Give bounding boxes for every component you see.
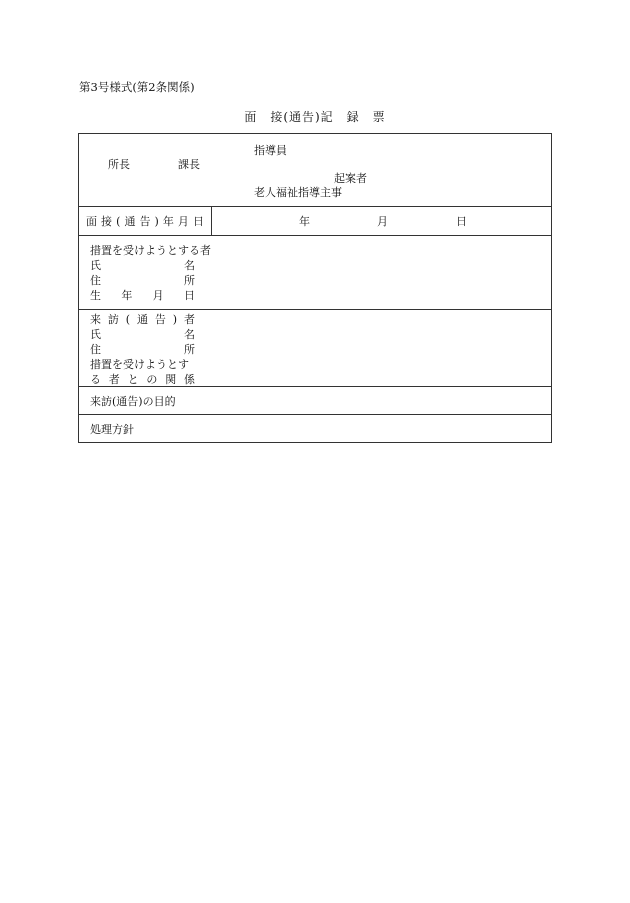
form-number-label: 第3号様式(第2条関係) bbox=[79, 80, 195, 94]
visitor-name-label: 氏 名 bbox=[90, 328, 195, 341]
date-year-field: 年 bbox=[299, 215, 310, 228]
form-title: 面 接(通告)記 録 票 bbox=[244, 110, 386, 124]
visitor-relation-label-line1: 措置を受けようとす bbox=[90, 358, 189, 371]
approval-section bbox=[78, 133, 552, 207]
visitor-relation-label-line2: る 者 と の 関 係 bbox=[90, 373, 195, 386]
visitor-heading: 来 訪 ( 通 告 ) 者 bbox=[90, 313, 195, 326]
drafter-label: 起案者 bbox=[334, 172, 367, 185]
purpose-row bbox=[78, 386, 552, 415]
subject-address-label: 住 所 bbox=[90, 274, 195, 287]
date-month-field: 月 bbox=[377, 215, 388, 228]
interview-date-label: 面 接 ( 通 告 ) 年 月 日 bbox=[86, 215, 204, 228]
guidance-staff-label: 指導員 bbox=[254, 144, 287, 157]
section-chief-label: 課長 bbox=[178, 158, 200, 171]
purpose-label: 来訪(通告)の目的 bbox=[90, 395, 176, 408]
subject-heading: 措置を受けようとする者 bbox=[90, 244, 211, 257]
policy-label: 処理方針 bbox=[90, 423, 134, 436]
subject-birth-label: 生 年 月 日 bbox=[90, 289, 195, 302]
visitor-section bbox=[78, 309, 552, 387]
date-cell-divider bbox=[211, 206, 212, 236]
date-day-field: 日 bbox=[456, 215, 467, 228]
subject-name-label: 氏 名 bbox=[90, 259, 195, 272]
interview-date-row bbox=[78, 206, 552, 236]
director-label: 所長 bbox=[108, 158, 130, 171]
subject-section bbox=[78, 235, 552, 310]
welfare-chief-label: 老人福祉指導主事 bbox=[254, 186, 342, 199]
policy-row bbox=[78, 414, 552, 443]
visitor-address-label: 住 所 bbox=[90, 343, 195, 356]
